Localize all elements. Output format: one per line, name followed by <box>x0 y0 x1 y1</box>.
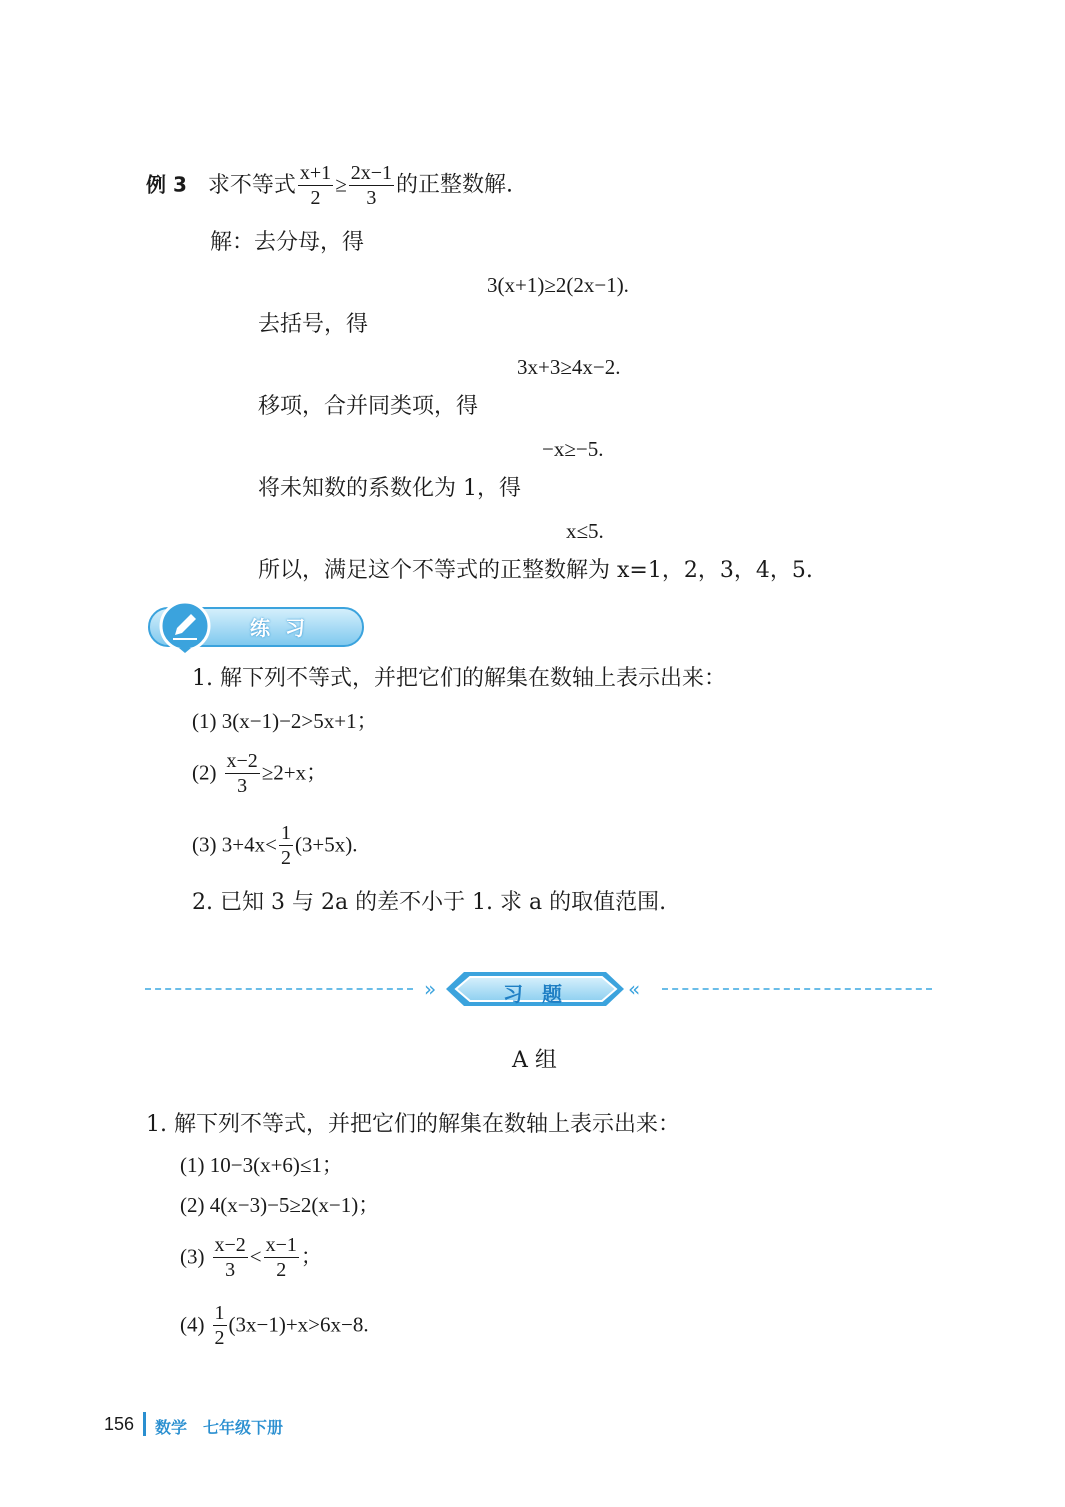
example-line <box>146 162 513 209</box>
exercise-question-1: 1. 解下列不等式，并把它们的解集在数轴上表示出来： <box>146 1112 680 1137</box>
exercise-question-1-1: (1) 10−3(x+6)≤1； <box>180 1153 343 1177</box>
solution-step-3: 移项，合并同类项，得 <box>258 394 479 419</box>
book-title: 数学 七年级下册 <box>155 1418 284 1437</box>
exercises-banner-label: 习 题 <box>503 982 568 1006</box>
solution-equation-2: 3x+3≥4x−2. <box>517 355 621 379</box>
solution-equation-3: −x≥−5. <box>542 437 604 461</box>
svg-text:»: » <box>424 977 437 1001</box>
divider-left <box>145 988 413 990</box>
practice-question-1-2: (2) $\frac{x-2}{3}$ ≥2+x； <box>192 750 328 797</box>
page-number: 156 <box>104 1414 135 1434</box>
example-label: 例 3 <box>146 172 187 197</box>
group-title: A 组 <box>512 1048 557 1073</box>
fraction: $\frac{1}{2}$ <box>280 822 291 869</box>
example-prompt-prefix: 求不等式 <box>207 172 296 198</box>
solution-conclusion: 所以，满足这个不等式的正整数解为 x=1，2，3，4，5. <box>258 558 813 583</box>
solution-step-1: 解：去分母，得 <box>210 230 365 255</box>
exercise-question-1-2: (2) 4(x−3)−5≥2(x−1)； <box>180 1193 380 1217</box>
practice-question-2: 2. 已知 3 与 2a 的差不小于 1. 求 a 的取值范围. <box>192 890 667 915</box>
divider-right <box>662 988 932 990</box>
exercise-question-1-4: (4) $\frac{1}{2}$ (3x−1)+x>6x−8. <box>180 1302 369 1349</box>
fraction: $\frac{x-2}{3}$ <box>214 1234 246 1281</box>
practice-banner-label: 练 习 <box>250 616 309 640</box>
fraction: $\frac{x-1}{2}$ <box>265 1234 297 1281</box>
solution-equation-1: 3(x+1)≥2(2x−1). <box>487 273 629 297</box>
example-relation: ≥ <box>335 172 347 197</box>
footer-divider <box>143 1412 146 1436</box>
solution-equation-4: x≤5. <box>566 519 604 543</box>
practice-question-1-3: (3) 3+4x< $\frac{1}{2}$ (3+5x). <box>192 822 358 869</box>
practice-question-1: 1. 解下列不等式，并把它们的解集在数轴上表示出来： <box>192 666 726 691</box>
solution-step-4: 将未知数的系数化为 1，得 <box>258 476 521 501</box>
svg-text:«: « <box>628 977 641 1001</box>
fraction: $\frac{x-2}{3}$ <box>226 750 258 797</box>
practice-question-1-1: (1) 3(x−1)−2>5x+1； <box>192 709 378 733</box>
example-fraction-2: $\frac{2x-1}{3}$ <box>350 162 392 209</box>
exercise-question-1-3: (3) $\frac{x-2}{3}$ < $\frac{x-1}{2}$ ； <box>180 1234 322 1281</box>
example-fraction-1: $\frac{x+1}{2}$ <box>299 162 332 209</box>
fraction: $\frac{1}{2}$ <box>214 1302 225 1349</box>
example-prompt-suffix: 的正整数解. <box>396 172 513 198</box>
solution-step-2: 去括号，得 <box>258 312 369 337</box>
